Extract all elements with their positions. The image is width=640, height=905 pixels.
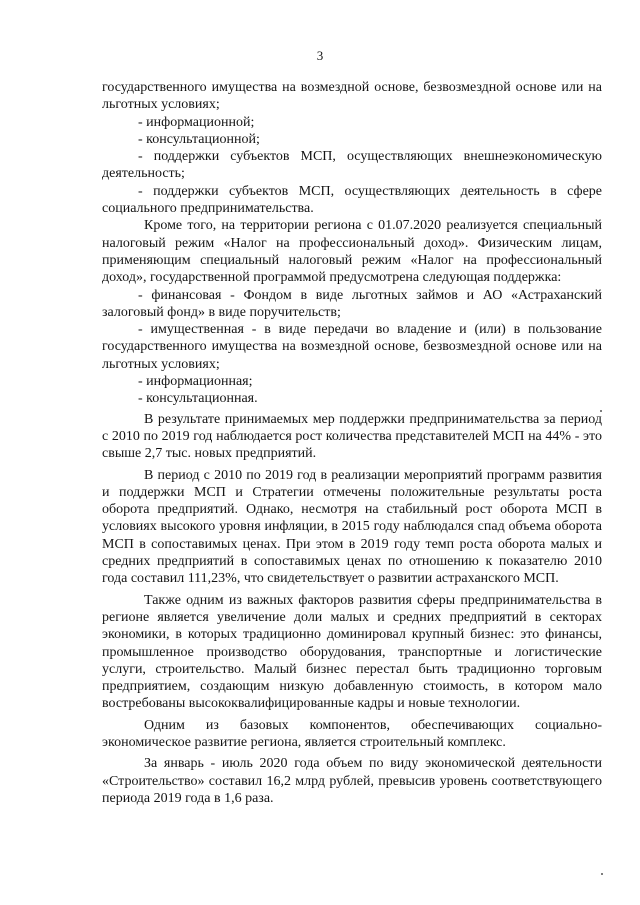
document-body [102, 79, 602, 807]
page-number: 3 [316, 48, 324, 63]
list-item-consulting-2: - консультационная. [138, 391, 258, 407]
paragraph-sme-sector-share: Также одним из важных факторов развития сферы предпринимательства в регионе является увеличение доли малых и средних предприятий в секторах экономики, в которых традиционно доминировал крупный бизнес: это финансы, промышленное производство оборудования, транспортные и логистические услуги, строительство. Малый бизнес перестал быть традиционно торговым предприятием, создающим низкую добавленную стоимость, в котором мало востребованы высококвалифицированные кадры и новые технологии. [102, 592, 602, 712]
list-item-informational-2: - информационная; [138, 374, 253, 390]
list-item-financial: - финансовая - Фондом в виде льготных займов и АО «Астраханский залоговый фонд» в виде поручительств; [102, 287, 602, 320]
list-item-property: - имущественная - в виде передачи во владение и (или) в пользование государственного имущества на возмездной основе, безвозмездной основе или на льготных условиях; [102, 322, 602, 372]
paragraph-construction-volume: За январь - июль 2020 года объем по виду экономической деятельности «Строительство» составил 16,2 млрд рублей, превысив уровень соответствующего периода 2019 года в 1,6 раза. [102, 756, 602, 806]
paragraph-sme-growth: В результате принимаемых мер поддержки предпринимательства за период с 2010 по 2019 год наблюдается рост количества представителей МСП на 44% - это свыше 2,7 тыс. новых предприятий. [102, 411, 602, 462]
paragraph-sme-turnover: В период с 2010 по 2019 год в реализации мероприятий программ развития и поддержки МСП и Стратегии отмечены положительные результаты роста оборота предприятий. Однако, несмотря на стабильный рост оборота МСП в условиях высокого уровня инфляции, в 2015 году наблюдался спад объема оборота МСП в сопоставимых ценах. При этом в 2019 году темп роста оборота малых и средних предприятий в сопоставимых ценах по отношению к показателю 2010 года составил 111,23%, что свидетельствует о развитии астраханского МСП. [102, 467, 602, 587]
paragraph-continuation: государственного имущества на возмездной основе, безвозмездной основе или на льготных условиях; [102, 80, 602, 113]
list-item-informational: - информационной; [138, 114, 255, 130]
paragraph-construction-complex: Одним из базовых компонентов, обеспечивающих социально-экономическое развитие региона, является строительный комплекс. [102, 717, 602, 750]
scan-speck [601, 873, 603, 875]
scan-speck [600, 410, 602, 412]
list-item-foreign-trade-support: - поддержки субъектов МСП, осуществляющих внешнеэкономическую деятельность; [102, 149, 602, 182]
paragraph-self-employed-tax-regime: Кроме того, на территории региона с 01.07.2020 реализуется специальный налоговый режим «Налог на профессиональный доход». Физическим лицам, применяющим специальный налоговый режим «Налог на профессиональный доход», государственной программой предусмотрена следующая поддержка: [102, 218, 602, 286]
list-item-social-entrepreneurship-support: - поддержки субъектов МСП, осуществляющих деятельность в сфере социального предпринимательства. [102, 183, 602, 217]
list-item-consulting: - консультационной; [138, 131, 260, 147]
